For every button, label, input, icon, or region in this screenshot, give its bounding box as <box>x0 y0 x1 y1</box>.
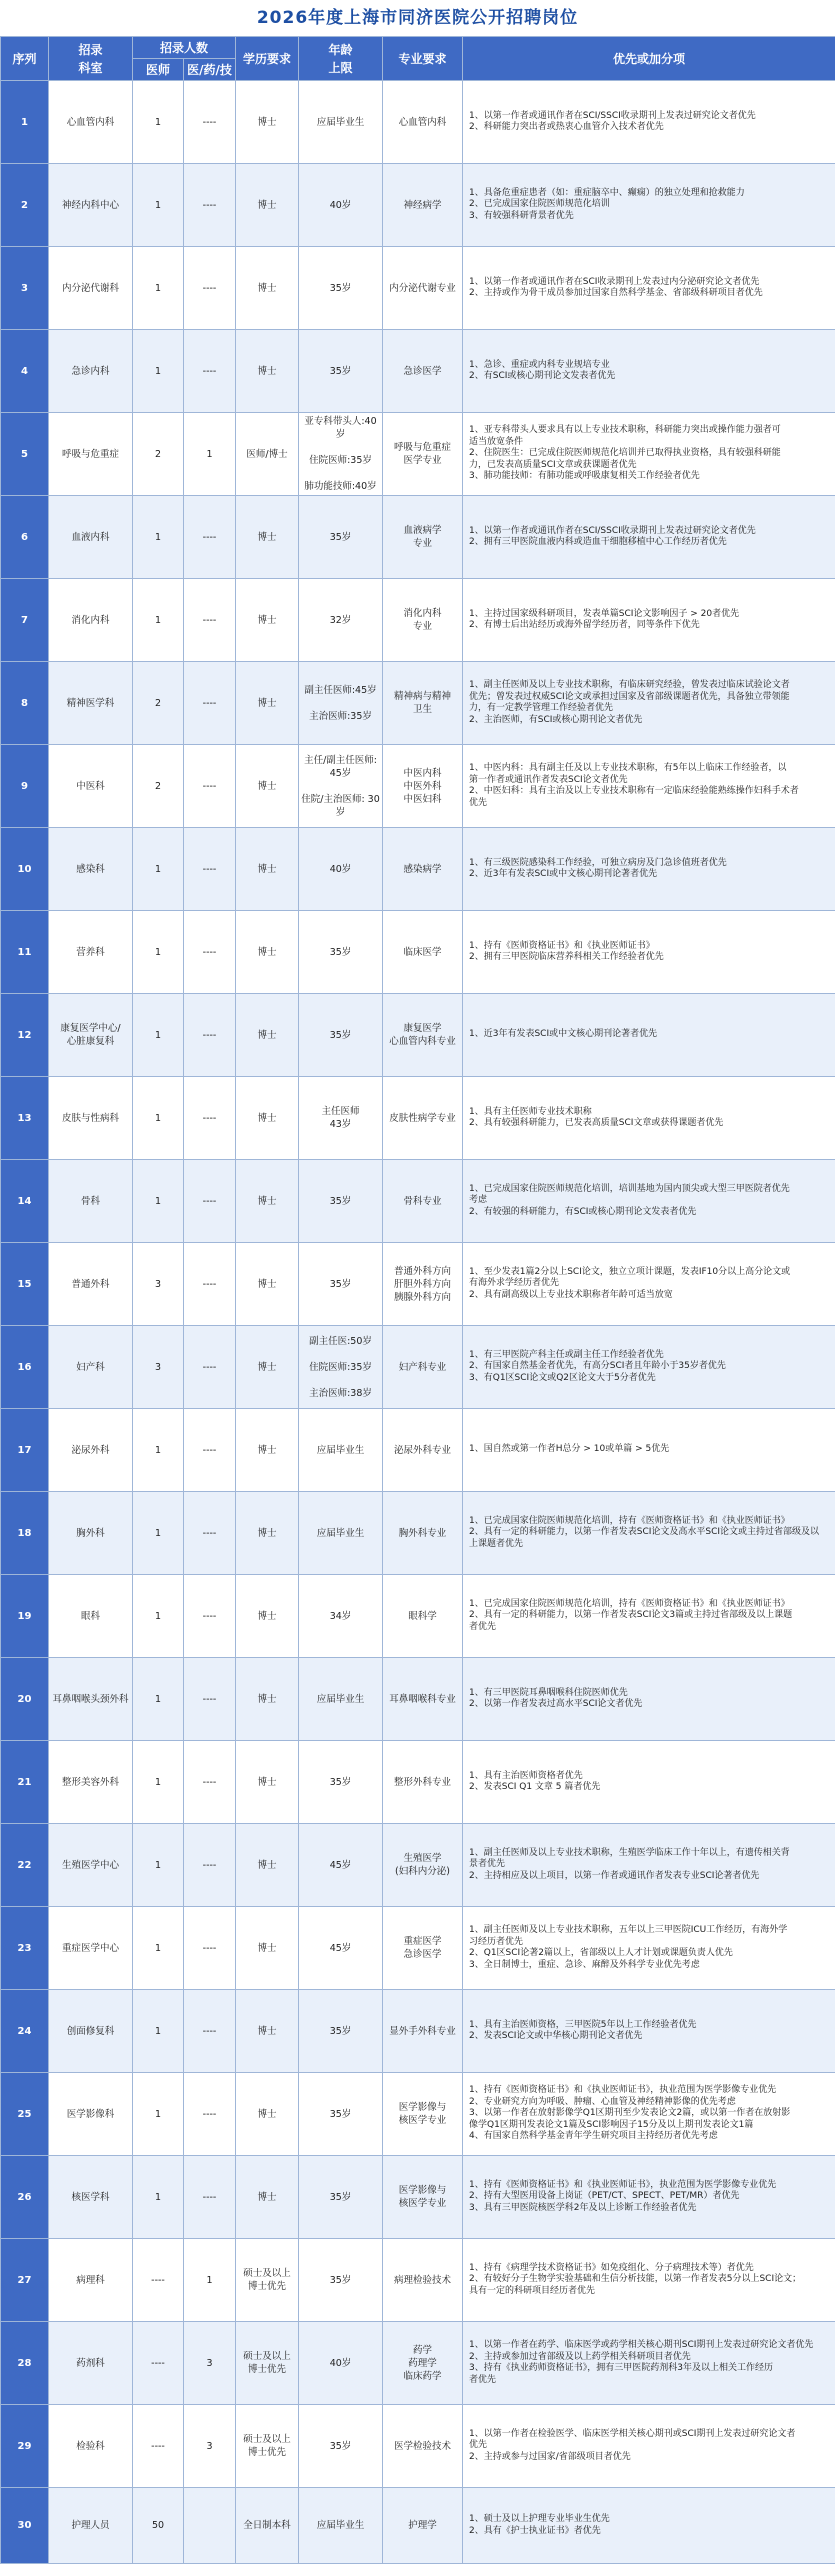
table-row <box>1 164 835 247</box>
row-major: 药学 药理学 临床药学 <box>383 2322 463 2405</box>
row-major: 消化内科 专业 <box>383 579 463 662</box>
row-priority: 1、国自然或第一作者H总分 > 10或单篇 > 5优先 <box>463 1409 835 1492</box>
row-major: 神经病学 <box>383 164 463 247</box>
row-edu: 博士 <box>236 1077 299 1160</box>
row-dept: 药剂科 <box>49 2322 133 2405</box>
row-doctor-count: 2 <box>133 745 184 828</box>
row-age: 35岁 <box>299 247 383 330</box>
row-edu: 全日制本科 <box>236 2488 299 2564</box>
table-row <box>1 2239 835 2322</box>
row-tech-count: 3 <box>184 2405 236 2488</box>
row-edu: 博士 <box>236 1907 299 1990</box>
row-edu: 博士 <box>236 579 299 662</box>
row-doctor-count: 1 <box>133 164 184 247</box>
row-major: 病理检验技术 <box>383 2239 463 2322</box>
row-tech-count: 1 <box>184 2239 236 2322</box>
row-doctor-count: 2 <box>133 662 184 745</box>
table-row <box>1 1741 835 1824</box>
row-age: 45岁 <box>299 1907 383 1990</box>
row-tech-count: ---- <box>184 81 236 164</box>
header-edu: 学历要求 <box>236 37 299 81</box>
row-age: 应届毕业生 <box>299 1492 383 1575</box>
row-priority: 1、亚专科带头人要求具有以上专业技术职称，科研能力突出或操作能力强者可 适当放宽条件 2、住院医生：已完成住院医师规范化培训并已取得执业资格，具有较强科研能 力，已发表高质量SCI文章或获课题者优先 3、肺功能技师：有肺功能或呼吸康复相关工作经验者优先 <box>463 413 835 496</box>
row-seq: 30 <box>1 2488 49 2564</box>
row-tech-count: ---- <box>184 1658 236 1741</box>
row-age: 34岁 <box>299 1575 383 1658</box>
row-tech-count: ---- <box>184 911 236 994</box>
row-dept: 胸外科 <box>49 1492 133 1575</box>
row-seq: 14 <box>1 1160 49 1243</box>
row-tech-count: ---- <box>184 1741 236 1824</box>
table-row <box>1 1575 835 1658</box>
row-doctor-count: 1 <box>133 1077 184 1160</box>
row-seq: 1 <box>1 81 49 164</box>
row-age: 45岁 <box>299 1824 383 1907</box>
row-age: 35岁 <box>299 1741 383 1824</box>
row-tech-count: ---- <box>184 1492 236 1575</box>
row-edu: 博士 <box>236 1990 299 2073</box>
row-tech-count: ---- <box>184 330 236 413</box>
row-dept: 内分泌代谢科 <box>49 247 133 330</box>
row-age: 40岁 <box>299 2322 383 2405</box>
row-age: 35岁 <box>299 1990 383 2073</box>
row-doctor-count: 1 <box>133 496 184 579</box>
header-priority: 优先或加分项 <box>463 37 835 81</box>
row-edu: 硕士及以上 博士优先 <box>236 2405 299 2488</box>
row-priority: 1、中医内科：具有副主任及以上专业技术职称，有5年以上临床工作经验者，以 第一作者或通讯作者发表SCI论文者优先 2、中医妇科：具有主治及以上专业技术职称有一定临床经验能熟练操作妇科手术者 优先 <box>463 745 835 828</box>
header-doctor: 医师 <box>133 59 184 81</box>
row-seq: 7 <box>1 579 49 662</box>
row-priority: 1、具有主任医师专业技术职称 2、具有较强科研能力，已发表高质量SCI文章或获得课题者优先 <box>463 1077 835 1160</box>
row-major: 整形外科专业 <box>383 1741 463 1824</box>
row-dept: 眼科 <box>49 1575 133 1658</box>
row-seq: 13 <box>1 1077 49 1160</box>
row-major: 心血管内科 <box>383 81 463 164</box>
row-dept: 感染科 <box>49 828 133 911</box>
row-tech-count: ---- <box>184 1575 236 1658</box>
header-age: 年龄 上限 <box>299 37 383 81</box>
header-dept: 招录 科室 <box>49 37 133 81</box>
row-age: 应届毕业生 <box>299 1409 383 1492</box>
row-edu: 博士 <box>236 994 299 1077</box>
row-dept: 消化内科 <box>49 579 133 662</box>
row-edu: 博士 <box>236 662 299 745</box>
row-age: 副主任医师:45岁 主治医师:35岁 <box>299 662 383 745</box>
row-priority: 1、副主任医师及以上专业技术职称，有临床研究经验，曾发表过临床试验论文者 优先；曾发表过权威SCI论文或承担过国家及省部级课题者优先，具备独立带领能 力，有一定教学管理工作经验者优先 2、主治医师，有SCI或核心期刊论文者优先 <box>463 662 835 745</box>
row-priority: 1、以第一作者或通讯作者在SCI/SSCI收录期刊上发表过研究论文者优先 2、拥有三甲医院血液内科或造血干细胞移植中心工作经历者优先 <box>463 496 835 579</box>
row-edu: 博士 <box>236 1160 299 1243</box>
row-edu: 博士 <box>236 1741 299 1824</box>
row-major: 普通外科方向 肝胆外科方向 胰腺外科方向 <box>383 1243 463 1326</box>
table-row <box>1 1243 835 1326</box>
row-seq: 2 <box>1 164 49 247</box>
row-doctor-count: 3 <box>133 1326 184 1409</box>
row-tech-count: ---- <box>184 164 236 247</box>
row-seq: 19 <box>1 1575 49 1658</box>
row-priority: 1、具有主治医师资格者优先 2、发表SCI Q1 文章 5 篇者优先 <box>463 1741 835 1824</box>
row-seq: 16 <box>1 1326 49 1409</box>
row-doctor-count: 1 <box>133 911 184 994</box>
row-major: 生殖医学 (妇科内分泌) <box>383 1824 463 1907</box>
row-edu: 博士 <box>236 2073 299 2156</box>
page-title: 2026年度上海市同济医院公开招聘岗位 <box>0 0 835 36</box>
table-row <box>1 994 835 1077</box>
row-age: 35岁 <box>299 2239 383 2322</box>
row-priority: 1、以第一作者在药学、临床医学或药学相关核心期刊SCI期刊上发表过研究论文者优先 2、主持或参加过省部级及以上药学相关科研项目者优先 3、持有《执业药师资格证书》，拥有三甲医院药剂科3年及以上相关工作经历 者优先 <box>463 2322 835 2405</box>
row-doctor-count: ---- <box>133 2322 184 2405</box>
table-row <box>1 662 835 745</box>
row-major: 康复医学 心血管内科专业 <box>383 994 463 1077</box>
row-doctor-count: ---- <box>133 2405 184 2488</box>
row-dept: 骨科 <box>49 1160 133 1243</box>
row-seq: 12 <box>1 994 49 1077</box>
row-priority: 1、具有主治医师资格，三甲医院5年以上工作经验者优先 2、发表SCI论文或中华核心期刊论文者优先 <box>463 1990 835 2073</box>
row-dept: 护理人员 <box>49 2488 133 2564</box>
row-priority: 1、有三甲医院耳鼻咽喉科住院医师优先 2、以第一作者发表过高水平SCI论文者优先 <box>463 1658 835 1741</box>
table-row <box>1 330 835 413</box>
table-row <box>1 496 835 579</box>
row-major: 感染病学 <box>383 828 463 911</box>
table-row <box>1 81 835 164</box>
row-edu: 博士 <box>236 164 299 247</box>
row-edu: 博士 <box>236 330 299 413</box>
row-age: 40岁 <box>299 828 383 911</box>
row-age: 32岁 <box>299 579 383 662</box>
row-dept: 病理科 <box>49 2239 133 2322</box>
row-edu: 博士 <box>236 911 299 994</box>
row-major: 妇产科专业 <box>383 1326 463 1409</box>
row-doctor-count: 1 <box>133 579 184 662</box>
row-tech-count: ---- <box>184 662 236 745</box>
row-seq: 25 <box>1 2073 49 2156</box>
row-priority: 1、已完成国家住院医师规范化培训，培训基地为国内顶尖或大型三甲医院者优先 考虑 2、有较强的科研能力，有SCI或核心期刊论文发表者优先 <box>463 1160 835 1243</box>
row-edu: 硕士及以上 博士优先 <box>236 2239 299 2322</box>
row-seq: 11 <box>1 911 49 994</box>
table-row <box>1 2322 835 2405</box>
row-seq: 28 <box>1 2322 49 2405</box>
row-age: 35岁 <box>299 2156 383 2239</box>
row-seq: 5 <box>1 413 49 496</box>
row-doctor-count: ---- <box>133 2239 184 2322</box>
row-tech-count: ---- <box>184 579 236 662</box>
row-priority: 1、副主任医师及以上专业技术职称，生殖医学临床工作十年以上，有遗传相关背 景者优先 2、主持相应及以上项目，以第一作者或通讯作者发表专业SCI论著者优先 <box>463 1824 835 1907</box>
row-seq: 23 <box>1 1907 49 1990</box>
row-tech-count: ---- <box>184 2156 236 2239</box>
row-major: 重症医学 急诊医学 <box>383 1907 463 1990</box>
row-edu: 博士 <box>236 1658 299 1741</box>
row-doctor-count: 1 <box>133 1658 184 1741</box>
row-major: 耳鼻咽喉科专业 <box>383 1658 463 1741</box>
row-tech-count: 1 <box>184 413 236 496</box>
row-edu: 博士 <box>236 1824 299 1907</box>
row-major: 急诊医学 <box>383 330 463 413</box>
row-edu: 博士 <box>236 828 299 911</box>
row-major: 血液病学 专业 <box>383 496 463 579</box>
row-edu: 博士 <box>236 745 299 828</box>
row-doctor-count: 1 <box>133 1741 184 1824</box>
row-edu: 硕士及以上 博士优先 <box>236 2322 299 2405</box>
table-row <box>1 1658 835 1741</box>
row-dept: 检验科 <box>49 2405 133 2488</box>
row-major: 医学影像与 核医学专业 <box>383 2073 463 2156</box>
row-priority: 1、以第一作者或通讯作者在SCI/SSCI收录期刊上发表过研究论文者优先 2、科研能力突出者或热衷心血管介入技术者优先 <box>463 81 835 164</box>
row-tech-count: ---- <box>184 1907 236 1990</box>
row-priority: 1、至少发表1篇2分以上SCI论文，独立立项计课题，发表IF10分以上高分论文或 有海外求学经历者优先 2、具有副高级以上专业技术职称者年龄可适当放宽 <box>463 1243 835 1326</box>
row-doctor-count: 1 <box>133 828 184 911</box>
row-priority: 1、已完成国家住院医师规范化培训，持有《医师资格证书》和《执业医师证书》 2、具有一定的科研能力，以第一作者发表SCI论文3篇或主持过省部级及以上课题 者优先 <box>463 1575 835 1658</box>
row-edu: 博士 <box>236 1243 299 1326</box>
row-dept: 康复医学中心/ 心脏康复科 <box>49 994 133 1077</box>
row-seq: 26 <box>1 2156 49 2239</box>
row-priority: 1、已完成国家住院医师规范化培训，持有《医师资格证书》和《执业医师证书》 2、具有一定的科研能力，以第一作者发表SCI论文及高水平SCI论文或主持过省部级及以 上课题者优先 <box>463 1492 835 1575</box>
row-age: 主任/副主任医师: 45岁 住院/主治医师: 30岁 <box>299 745 383 828</box>
table-row <box>1 1077 835 1160</box>
row-major: 中医内科 中医外科 中医妇科 <box>383 745 463 828</box>
table-row <box>1 911 835 994</box>
table-row <box>1 1326 835 1409</box>
row-edu: 博士 <box>236 1326 299 1409</box>
row-dept: 妇产科 <box>49 1326 133 1409</box>
row-priority: 1、有三甲医院产科主任或副主任工作经验者优先 2、有国家自然基金者优先，有高分SCI者且年龄小于35岁者优先 3、有Q1区SCI论文或Q2区论文大于5分者优先 <box>463 1326 835 1409</box>
row-major: 眼科学 <box>383 1575 463 1658</box>
row-dept: 神经内科中心 <box>49 164 133 247</box>
row-tech-count: ---- <box>184 2073 236 2156</box>
row-dept: 血液内科 <box>49 496 133 579</box>
row-doctor-count: 1 <box>133 2156 184 2239</box>
row-dept: 呼吸与危重症 <box>49 413 133 496</box>
row-edu: 博士 <box>236 81 299 164</box>
row-edu: 博士 <box>236 496 299 579</box>
row-tech-count: ---- <box>184 1326 236 1409</box>
row-age: 35岁 <box>299 1243 383 1326</box>
row-seq: 15 <box>1 1243 49 1326</box>
row-dept: 精神医学科 <box>49 662 133 745</box>
row-tech-count <box>184 2488 236 2564</box>
row-doctor-count: 1 <box>133 994 184 1077</box>
row-priority: 1、副主任医师及以上专业技术职称，五年以上三甲医院ICU工作经历，有海外学 习经历者优先 2、Q1区SCI论著2篇以上，省部级以上人才计划或课题负责人优先 3、全日制博士，重症、急诊、麻醉及外科学专业优先考虑 <box>463 1907 835 1990</box>
row-dept: 耳鼻咽喉头颈外科 <box>49 1658 133 1741</box>
row-dept: 重症医学中心 <box>49 1907 133 1990</box>
table-row <box>1 1990 835 2073</box>
table-row <box>1 2405 835 2488</box>
row-doctor-count: 3 <box>133 1243 184 1326</box>
recruitment-table <box>0 36 835 2564</box>
row-priority: 1、硕士及以上护理专业毕业生优先 2、具有《护士执业证书》者优先 <box>463 2488 835 2564</box>
row-doctor-count: 1 <box>133 330 184 413</box>
row-age: 35岁 <box>299 496 383 579</box>
row-age: 副主任医:50岁 住院医师:35岁 主治医师:38岁 <box>299 1326 383 1409</box>
row-priority: 1、急诊、重症或内科专业规培专业 2、有SCI或核心期刊论文发表者优先 <box>463 330 835 413</box>
header-count: 招录人数 <box>133 37 236 59</box>
table-row <box>1 1409 835 1492</box>
row-doctor-count: 2 <box>133 413 184 496</box>
row-priority: 1、持有《医师资格证书》和《执业医师证书》，执业范围为医学影像专业优先 2、持有大型医用设备上岗证（PET/CT、SPECT、PET/MR）者优先 3、具有三甲医院核医学科2年及以上诊断工作经验者优先 <box>463 2156 835 2239</box>
table-row <box>1 745 835 828</box>
row-dept: 皮肤与性病科 <box>49 1077 133 1160</box>
row-priority: 1、近3年有发表SCI或中文核心期刊论著者优先 <box>463 994 835 1077</box>
row-major: 泌尿外科专业 <box>383 1409 463 1492</box>
row-dept: 普通外科 <box>49 1243 133 1326</box>
row-seq: 20 <box>1 1658 49 1741</box>
row-seq: 3 <box>1 247 49 330</box>
row-age: 40岁 <box>299 164 383 247</box>
row-priority: 1、持有《医师资格证书》和《执业医师证书》，执业范围为医学影像专业优先 2、专业研究方向为呼吸、肿瘤、心血管及神经精神影像的优先考虑 3、以第一作者在放射影像学Q1区期刊至少发表论文2篇，或以第一作者在放射影 像学Q1区期刊发表论文1篇及SCI影响因子15分及以上期刊发表论文1篇 4、有国家自然科学基金青年学生研究项目主持经历者优先考虑 <box>463 2073 835 2156</box>
row-seq: 24 <box>1 1990 49 2073</box>
row-dept: 泌尿外科 <box>49 1409 133 1492</box>
row-tech-count: ---- <box>184 1990 236 2073</box>
row-tech-count: ---- <box>184 1409 236 1492</box>
row-dept: 心血管内科 <box>49 81 133 164</box>
row-seq: 6 <box>1 496 49 579</box>
row-age: 35岁 <box>299 994 383 1077</box>
row-seq: 21 <box>1 1741 49 1824</box>
row-edu: 医师/博士 <box>236 413 299 496</box>
table-row <box>1 828 835 911</box>
table-row <box>1 2073 835 2156</box>
row-doctor-count: 1 <box>133 1824 184 1907</box>
row-edu: 博士 <box>236 247 299 330</box>
table-row <box>1 2156 835 2239</box>
row-dept: 创面修复科 <box>49 1990 133 2073</box>
row-edu: 博士 <box>236 1492 299 1575</box>
row-seq: 27 <box>1 2239 49 2322</box>
row-doctor-count: 1 <box>133 1575 184 1658</box>
row-doctor-count: 1 <box>133 1492 184 1575</box>
row-tech-count: ---- <box>184 1824 236 1907</box>
row-priority: 1、有三级医院感染科工作经验，可独立病房及门急诊值班者优先 2、近3年有发表SCI或中文核心期刊论著者优先 <box>463 828 835 911</box>
row-age: 亚专科带头人:40岁 住院医师:35岁 肺功能技师:40岁 <box>299 413 383 496</box>
row-dept: 中医科 <box>49 745 133 828</box>
row-dept: 核医学科 <box>49 2156 133 2239</box>
row-seq: 4 <box>1 330 49 413</box>
table-row <box>1 413 835 496</box>
row-age: 35岁 <box>299 2405 383 2488</box>
row-priority: 1、以第一作者或通讯作者在SCI收录期刊上发表过内分泌研究论文者优先 2、主持或作为骨干成员参加过国家自然科学基金、省部级科研项目者优先 <box>463 247 835 330</box>
row-priority: 1、持有《病理学技术资格证书》如免疫组化、分子病理技术等）者优先 2、有较好分子生物学实验基础和生信分析技能，以第一作者发表5分以上SCI论文； 具有一定的科研项目经历者优先 <box>463 2239 835 2322</box>
row-doctor-count: 1 <box>133 2073 184 2156</box>
table-row <box>1 2488 835 2564</box>
row-major: 医学影像与 核医学专业 <box>383 2156 463 2239</box>
row-doctor-count: 1 <box>133 247 184 330</box>
row-major: 临床医学 <box>383 911 463 994</box>
row-doctor-count: 1 <box>133 1907 184 1990</box>
table-row <box>1 1907 835 1990</box>
row-major: 护理学 <box>383 2488 463 2564</box>
row-dept: 营养科 <box>49 911 133 994</box>
row-priority: 1、持有《医师资格证书》和《执业医师证书》 2、拥有三甲医院临床营养科相关工作经验者优先 <box>463 911 835 994</box>
row-age: 应届毕业生 <box>299 1658 383 1741</box>
row-tech-count: ---- <box>184 1160 236 1243</box>
row-age: 35岁 <box>299 911 383 994</box>
row-tech-count: ---- <box>184 745 236 828</box>
row-tech-count: ---- <box>184 496 236 579</box>
row-doctor-count: 50 <box>133 2488 184 2564</box>
row-doctor-count: 1 <box>133 1160 184 1243</box>
row-edu: 博士 <box>236 1409 299 1492</box>
row-priority: 1、具备危重症患者（如：重症脑卒中、癫痫）的独立处理和抢救能力 2、已完成国家住院医师规范化培训 3、有较强科研背景者优先 <box>463 164 835 247</box>
row-major: 骨科专业 <box>383 1160 463 1243</box>
table-row <box>1 247 835 330</box>
row-doctor-count: 1 <box>133 1409 184 1492</box>
row-doctor-count: 1 <box>133 81 184 164</box>
row-tech-count: ---- <box>184 247 236 330</box>
row-dept: 生殖医学中心 <box>49 1824 133 1907</box>
table-row <box>1 1492 835 1575</box>
row-major: 呼吸与危重症 医学专业 <box>383 413 463 496</box>
row-seq: 8 <box>1 662 49 745</box>
row-priority: 1、以第一作者在检验医学、临床医学相关核心期刊或SCI期刊上发表过研究论文者 优先 2、主持或参与过国家/省部级项目者优先 <box>463 2405 835 2488</box>
table-row <box>1 1824 835 1907</box>
row-seq: 17 <box>1 1409 49 1492</box>
row-major: 医学检验技术 <box>383 2405 463 2488</box>
row-age: 主任医师 43岁 <box>299 1077 383 1160</box>
row-major: 胸外科专业 <box>383 1492 463 1575</box>
header-seq: 序列 <box>1 37 49 81</box>
row-dept: 整形美容外科 <box>49 1741 133 1824</box>
header-tech: 医/药/技 <box>184 59 236 81</box>
row-tech-count: 3 <box>184 2322 236 2405</box>
row-doctor-count: 1 <box>133 1990 184 2073</box>
row-tech-count: ---- <box>184 994 236 1077</box>
row-dept: 急诊内科 <box>49 330 133 413</box>
table-row <box>1 1160 835 1243</box>
row-major: 精神病与精神 卫生 <box>383 662 463 745</box>
row-age: 35岁 <box>299 1160 383 1243</box>
row-edu: 博士 <box>236 2156 299 2239</box>
row-seq: 22 <box>1 1824 49 1907</box>
table-row <box>1 579 835 662</box>
row-seq: 29 <box>1 2405 49 2488</box>
row-tech-count: ---- <box>184 1243 236 1326</box>
row-dept: 医学影像科 <box>49 2073 133 2156</box>
row-major: 内分泌代谢专业 <box>383 247 463 330</box>
header-major: 专业要求 <box>383 37 463 81</box>
row-seq: 9 <box>1 745 49 828</box>
row-major: 皮肤性病学专业 <box>383 1077 463 1160</box>
row-age: 应届毕业生 <box>299 2488 383 2564</box>
row-major: 显外手外科专业 <box>383 1990 463 2073</box>
row-age: 35岁 <box>299 330 383 413</box>
row-tech-count: ---- <box>184 1077 236 1160</box>
row-age: 35岁 <box>299 2073 383 2156</box>
row-priority: 1、主持过国家级科研项目，发表单篇SCI论文影响因子 > 20者优先 2、有博士后出站经历或海外留学经历者，同等条件下优先 <box>463 579 835 662</box>
row-age: 应届毕业生 <box>299 81 383 164</box>
row-tech-count: ---- <box>184 828 236 911</box>
row-seq: 10 <box>1 828 49 911</box>
row-seq: 18 <box>1 1492 49 1575</box>
row-edu: 博士 <box>236 1575 299 1658</box>
